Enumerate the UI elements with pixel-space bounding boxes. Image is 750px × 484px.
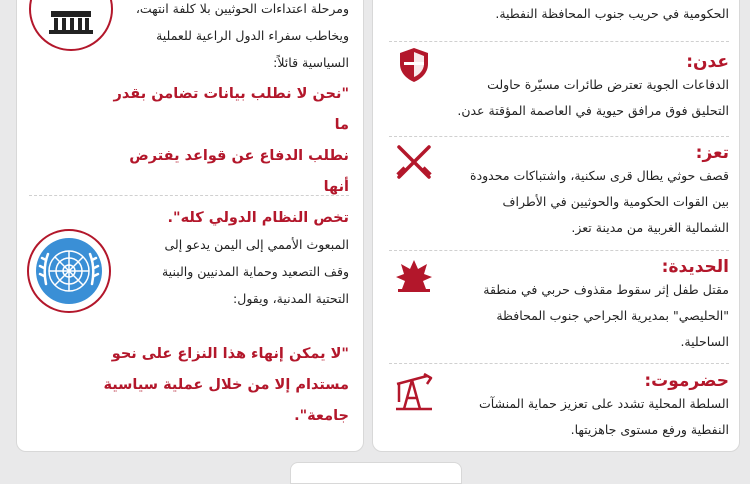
text-line: وقف التصعيد وحماية المدنيين والبنية xyxy=(161,264,349,279)
body-line: قصف حوثي يطال قرى سكنية، واشتباكات محدودة xyxy=(470,168,729,183)
item-body-hodeidah xyxy=(429,277,729,355)
item-body-aden xyxy=(429,72,729,124)
text-line: التحتية المدنية، ويقول: xyxy=(233,291,349,306)
quote-line: نطلب الدفاع عن قواعد يفترض أنها xyxy=(129,148,349,195)
oil-pump-icon xyxy=(393,371,435,413)
left-column-panel xyxy=(16,0,364,452)
body-line: الشمالية الغربية من مدينة تعز. xyxy=(571,220,729,235)
quote-line: مستدام إلا من خلال عملية سياسية جامعة". xyxy=(103,377,349,424)
item-hadramout xyxy=(389,371,729,451)
body-line: الساحلية. xyxy=(680,334,729,349)
quote-line: تخص النظام الدولي كله". xyxy=(167,210,349,226)
text-line: المبعوث الأممي إلى اليمن يدعو إلى xyxy=(164,237,349,252)
divider xyxy=(389,41,729,42)
body-line: النفطية ورفع مستوى جاهزيتها. xyxy=(570,422,729,437)
item-aden xyxy=(389,52,729,132)
harib-fragment-text: الحكومية في حريب جنوب المحافظة النفطية. xyxy=(495,6,729,21)
right-column-panel xyxy=(372,0,740,452)
divider xyxy=(389,363,729,364)
item-title-hadramout: حضرموت: xyxy=(644,371,729,391)
body-line: الدفاعات الجوية تعترض طائرات مسيّرة حاولت xyxy=(487,77,729,92)
body-line: "الحليصي" بمديرية الجراحي جنوب المحافظة xyxy=(496,308,729,323)
item-hodeidah xyxy=(389,257,729,357)
text-line: السياسية قائلاً: xyxy=(273,55,349,70)
item-title-hodeidah: الحديدة: xyxy=(661,257,729,277)
quote-line: "لا يمكن إنهاء هذا النزاع على نحو xyxy=(111,346,349,362)
text-line: ومرحلة اعتداءات الحوثيين بلا كلفة انتهت، xyxy=(135,1,349,16)
government-building-icon xyxy=(29,0,113,51)
body-line: مقتل طفل إثر سقوط مقذوف حربي في منطقة xyxy=(483,282,729,297)
divider xyxy=(389,136,729,137)
divider xyxy=(389,250,729,251)
item-title-taiz: تعز: xyxy=(695,143,729,163)
envoy-block-quote xyxy=(49,339,349,432)
shield-icon xyxy=(393,44,435,86)
divider xyxy=(29,195,349,196)
body-line: التحليق فوق مرافق حيوية في العاصمة المؤقتة عدن. xyxy=(457,103,729,118)
explosion-icon xyxy=(393,255,435,297)
body-line: بين القوات الحكومية والحوثيين في الأطراف xyxy=(502,194,729,209)
top-block-text xyxy=(119,0,349,76)
item-body-hadramout xyxy=(429,391,729,443)
item-body-taiz xyxy=(429,163,729,241)
envoy-block-text xyxy=(119,231,349,312)
text-line: ويخاطب سفراء الدول الراعية للعملية xyxy=(156,28,349,43)
item-title-aden: عدن: xyxy=(686,52,729,72)
item-taiz xyxy=(389,143,729,243)
top-block-quote xyxy=(109,79,349,234)
crossed-rifles-icon xyxy=(393,141,435,183)
body-line: السلطة المحلية تشدد على تعزيز حماية المنشآت xyxy=(478,396,729,411)
bottom-tab xyxy=(290,462,462,484)
quote-line: "نحن لا نطلب بيانات تضامن بقدر ما xyxy=(113,86,349,133)
un-emblem-icon xyxy=(27,229,111,313)
